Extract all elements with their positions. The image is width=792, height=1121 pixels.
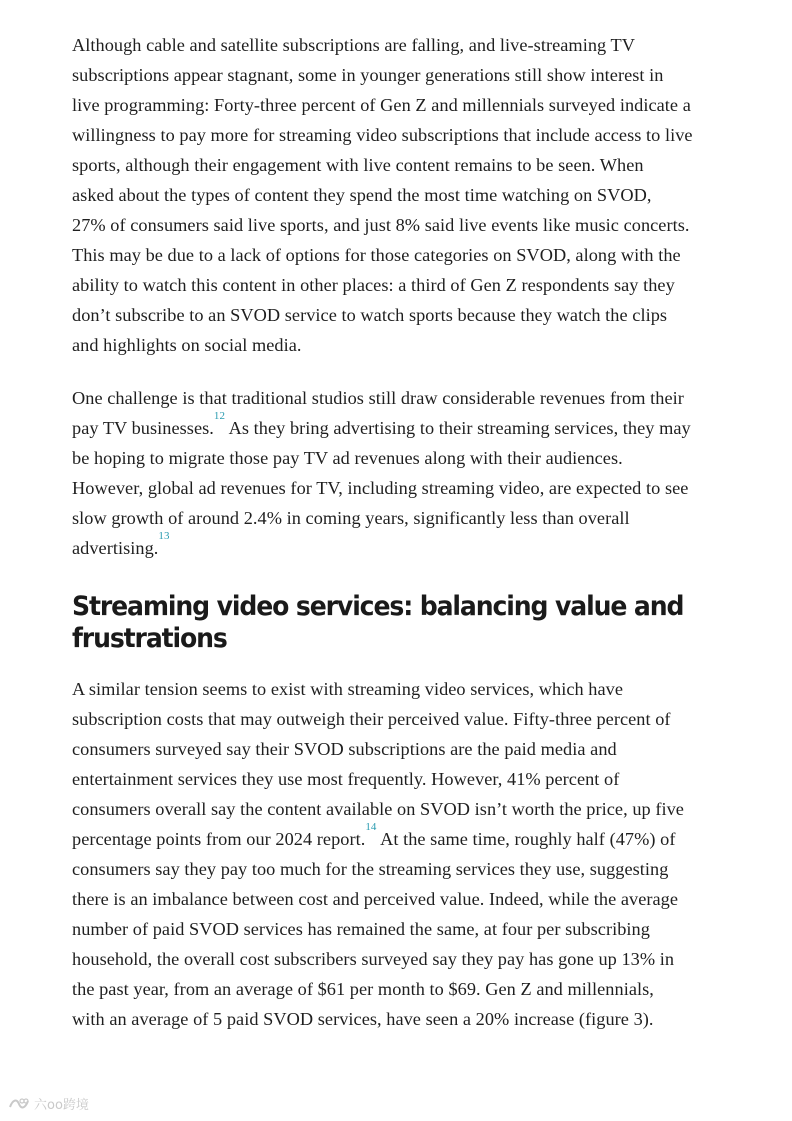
text-line: Although cable and satellite subscriptions are falling, and live-streaming TV <box>72 35 635 55</box>
text-segment: At the same time, roughly half (47%) of <box>376 829 676 849</box>
text-segment: percentage points from our 2024 report. <box>72 829 366 849</box>
heading-line: Streaming video services: balancing value and <box>72 591 684 622</box>
footnote-link-12[interactable]: 12 <box>213 409 226 422</box>
text-line: consumers overall say the content available on SVOD isn’t worth the price, up five <box>72 799 684 819</box>
paragraph-live-programming <box>72 30 728 360</box>
text-line: However, global ad revenues for TV, including streaming video, are expected to see <box>72 478 689 498</box>
text-line: subscription costs that may outweigh their perceived value. Fifty-three percent of <box>72 709 671 729</box>
footnote-link-13[interactable]: 13 <box>158 529 170 542</box>
text-line: ability to watch this content in other places: a third of Gen Z respondents say they <box>72 275 675 295</box>
text-line: and highlights on social media. <box>72 335 302 355</box>
text-line: live programming: Forty-three percent of Gen Z and millennials surveyed indicate a <box>72 95 691 115</box>
text-line: there is an imbalance between cost and perceived value. Indeed, while the average <box>72 889 679 909</box>
text-line: slow growth of around 2.4% in coming years, significantly less than overall <box>72 508 630 528</box>
footnote-link-14[interactable]: 14 <box>365 820 377 833</box>
article-body <box>72 30 728 1034</box>
text-line: willingness to pay more for streaming video subscriptions that include access to live <box>72 125 693 145</box>
paragraph-studio-revenues <box>72 383 728 563</box>
text-segment: As they bring advertising to their streaming services, they may <box>225 418 691 438</box>
text-line: 27% of consumers said live sports, and just 8% said live events like music concerts. <box>72 215 690 235</box>
paragraph-svod-value <box>72 674 728 1034</box>
text-line <box>72 529 728 563</box>
brand-logo-icon <box>8 1097 30 1111</box>
text-line: asked about the types of content they spend the most time watching on SVOD, <box>72 185 652 205</box>
text-segment: advertising. <box>72 538 159 558</box>
text-line: A similar tension seems to exist with streaming video services, which have <box>72 679 624 699</box>
text-line <box>72 409 728 443</box>
text-line: the past year, from an average of $61 per month to $69. Gen Z and millennials, <box>72 979 654 999</box>
text-line <box>72 820 728 854</box>
text-line: entertainment services they use most frequently. However, 41% percent of <box>72 769 620 789</box>
text-line: household, the overall cost subscribers surveyed say they pay has gone up 13% in <box>72 949 675 969</box>
watermark-text: 六oo跨境 <box>34 1098 89 1113</box>
text-line: sports, although their engagement with live content remains to be seen. When <box>72 155 644 175</box>
watermark <box>8 1094 89 1113</box>
text-line: One challenge is that traditional studios still draw considerable revenues from their <box>72 388 684 408</box>
text-line: consumers say they pay too much for the streaming services they use, suggesting <box>72 859 669 879</box>
text-line: subscriptions appear stagnant, some in younger generations still show interest in <box>72 65 664 85</box>
text-segment: pay TV businesses. <box>72 418 214 438</box>
text-line: consumers surveyed say their SVOD subscriptions are the paid media and <box>72 739 617 759</box>
section-heading <box>72 591 682 655</box>
text-line: be hoping to migrate those pay TV ad revenues along with their audiences. <box>72 448 623 468</box>
text-line: don’t subscribe to an SVOD service to watch sports because they watch the clips <box>72 305 668 325</box>
text-line: with an average of 5 paid SVOD services, have seen a 20% increase (figure 3). <box>72 1009 654 1029</box>
heading-line: frustrations <box>72 623 227 654</box>
text-line: number of paid SVOD services has remained the same, at four per subscribing <box>72 919 650 939</box>
text-line: This may be due to a lack of options for those categories on SVOD, along with the <box>72 245 681 265</box>
